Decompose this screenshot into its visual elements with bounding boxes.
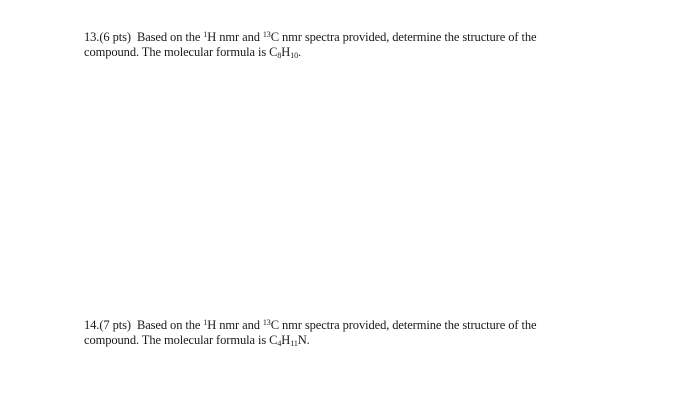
question-14: [84, 318, 644, 348]
formula-element: H: [281, 333, 291, 347]
molecular-formula: [269, 333, 307, 347]
isotope-mass-c: 13: [262, 30, 271, 39]
formula-element: C: [269, 45, 278, 59]
formula-element: H: [281, 45, 291, 59]
question-13-line-1: [84, 30, 644, 45]
question-number: 13.: [84, 30, 100, 44]
formula-element: C: [269, 333, 278, 347]
question-14-line-1: [84, 318, 644, 333]
question-number: 14.: [84, 318, 100, 332]
question-line-2-prefix: compound. The molecular formula is: [84, 333, 267, 347]
isotope-mass-c: 13: [262, 318, 271, 327]
molecular-formula: [269, 45, 298, 59]
question-points: (6 pts): [99, 30, 131, 44]
formula-count: 4: [277, 339, 282, 348]
nmr-and-text: nmr and: [219, 30, 260, 44]
formula-count: 11: [290, 339, 298, 348]
isotope-mass-h: 1: [203, 318, 208, 327]
nmr-and-text: nmr and: [219, 318, 260, 332]
question-13: [84, 30, 644, 60]
question-line-1-tail: nmr spectra provided, determine the structure of the: [282, 318, 537, 332]
end-punctuation: .: [306, 333, 310, 347]
question-line-1-tail: nmr spectra provided, determine the structure of the: [282, 30, 537, 44]
question-line-2-prefix: compound. The molecular formula is: [84, 45, 267, 59]
question-14-line-2: [84, 333, 644, 348]
question-13-line-2: [84, 45, 644, 60]
isotope-mass-h: 1: [203, 30, 208, 39]
formula-count: 10: [290, 51, 299, 60]
isotope-symbol-c: C: [270, 318, 279, 332]
end-punctuation: .: [298, 45, 302, 59]
isotope-symbol-h: H: [207, 30, 217, 44]
isotope-symbol-c: C: [270, 30, 279, 44]
question-lead-text: Based on the: [136, 30, 201, 44]
isotope-symbol-h: H: [207, 318, 217, 332]
question-lead-text: Based on the: [136, 318, 201, 332]
formula-count: 8: [277, 51, 282, 60]
formula-suffix: N: [297, 333, 307, 347]
question-points: (7 pts): [99, 318, 131, 332]
